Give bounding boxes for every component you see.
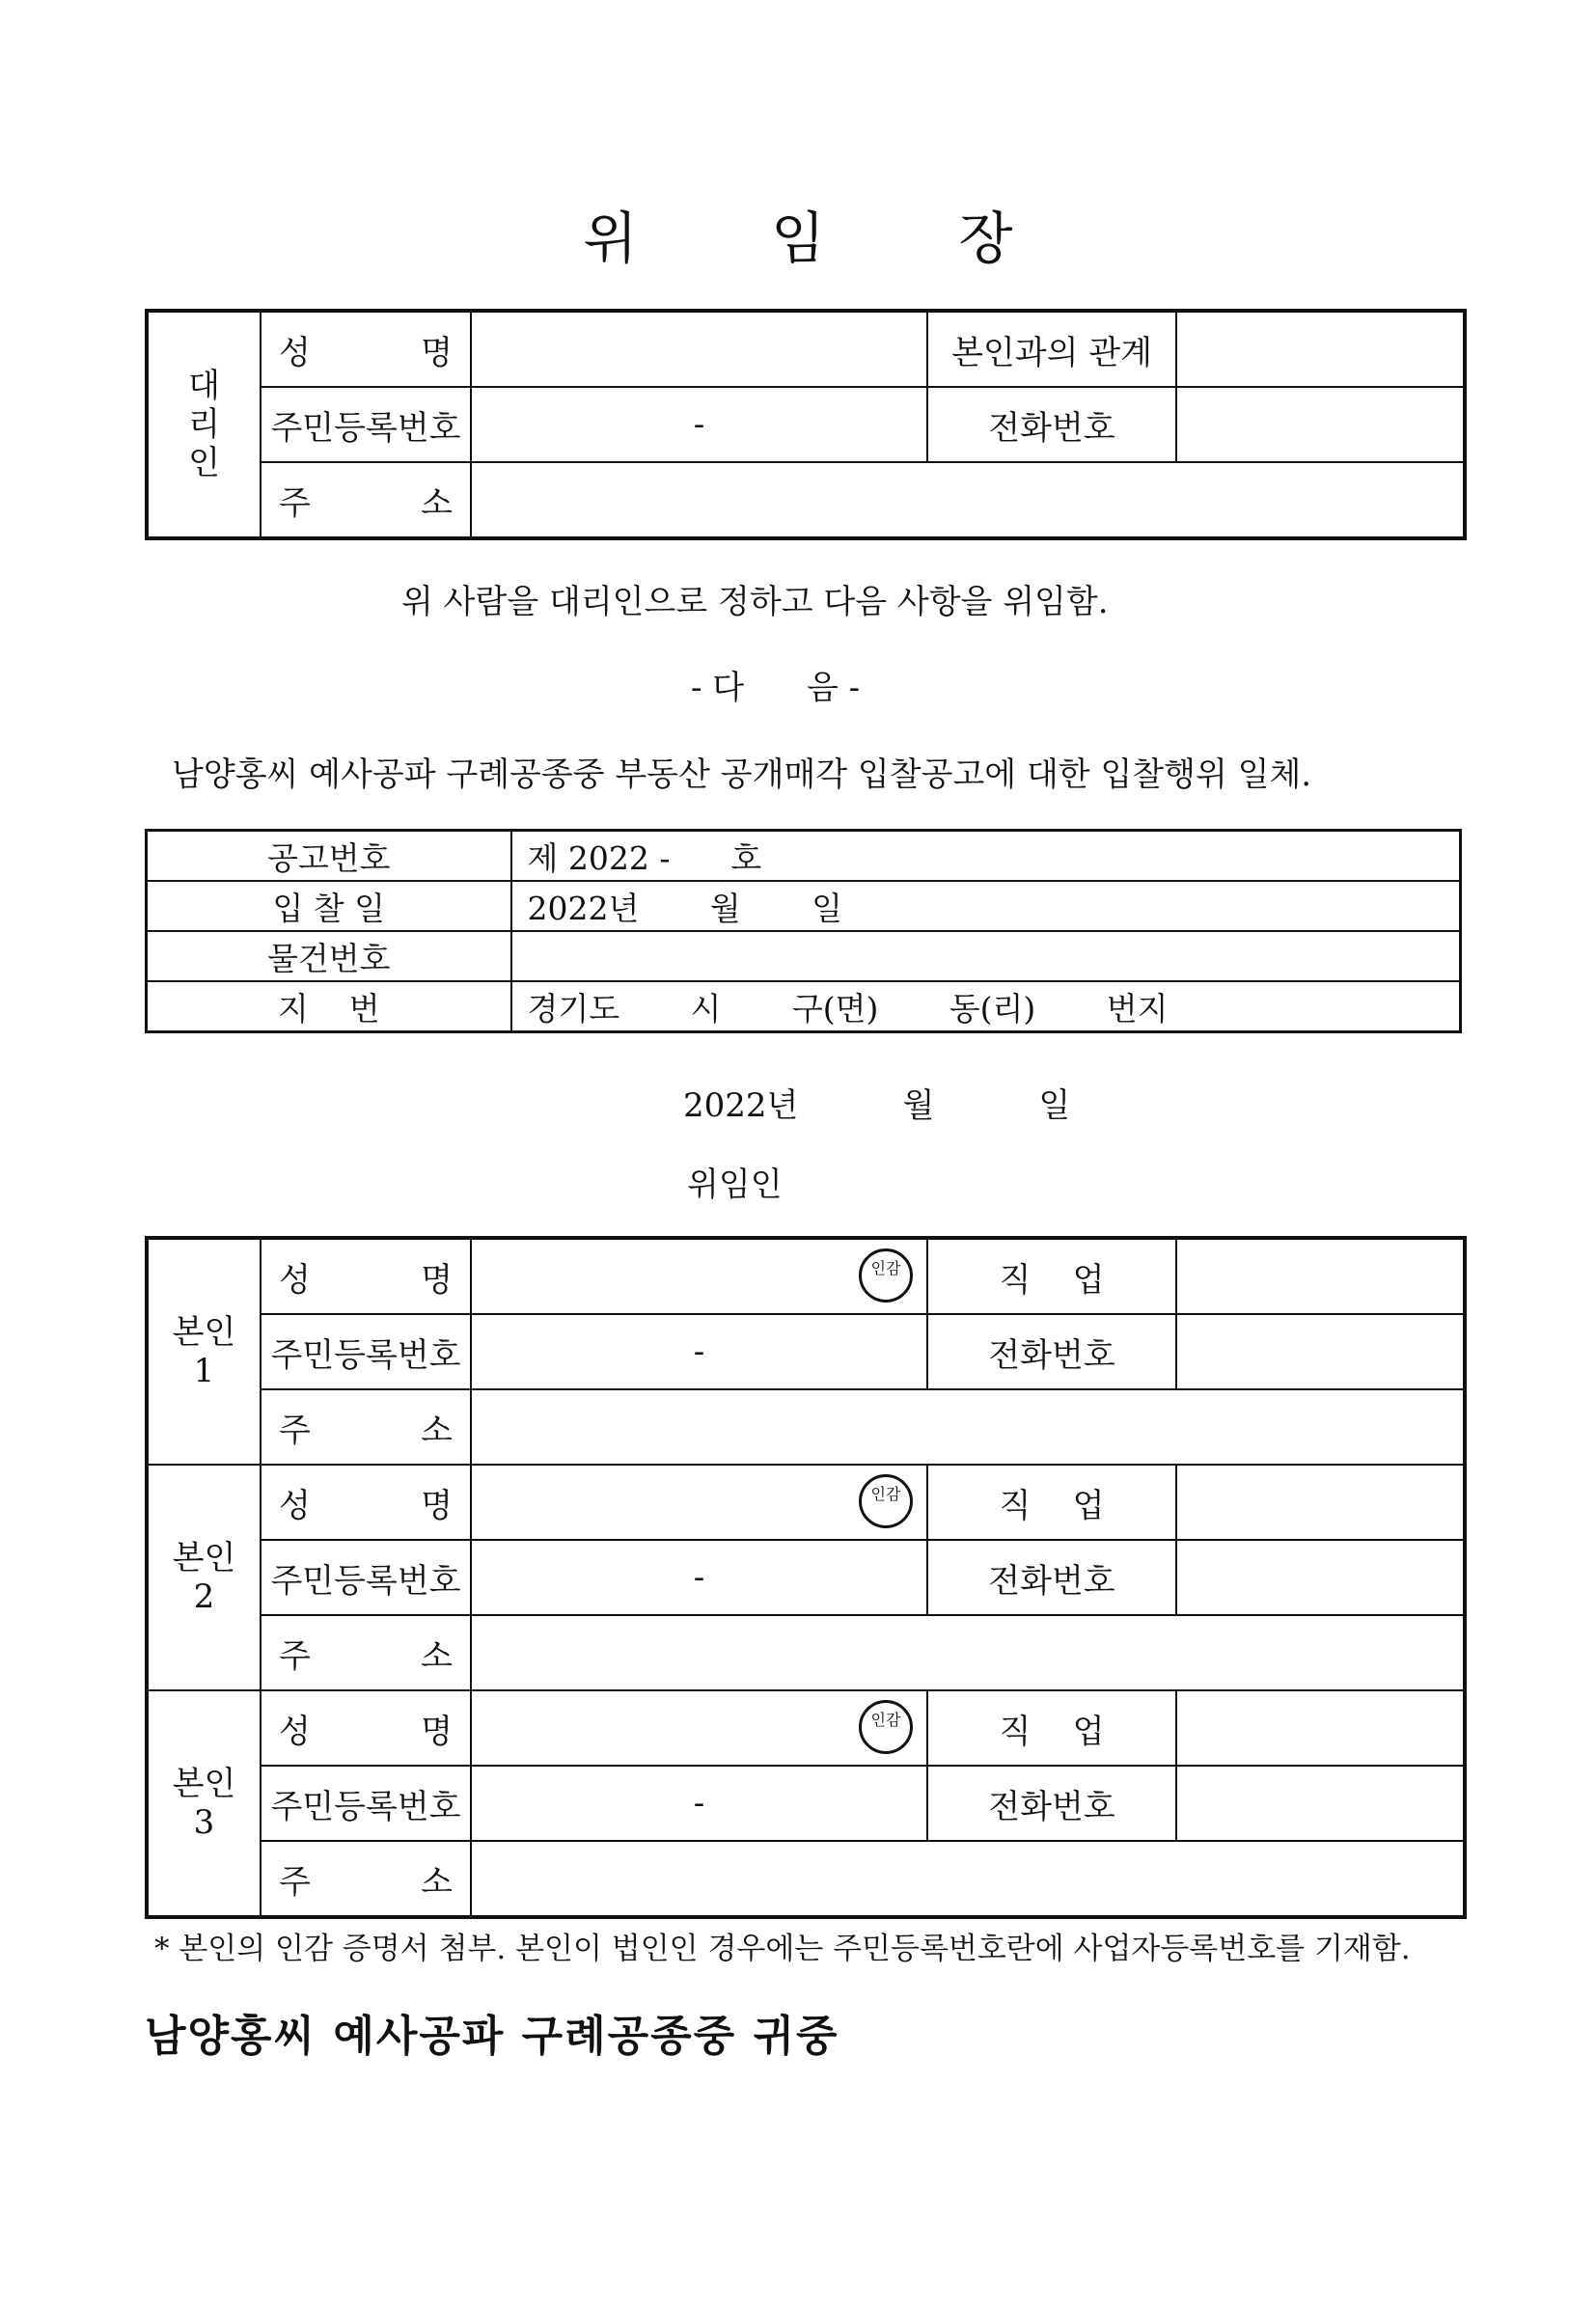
principal-2-phone-field[interactable]	[1176, 1540, 1465, 1615]
table-row	[147, 831, 1461, 882]
principal-rrn-label: 주민등록번호	[261, 1766, 471, 1841]
principal-3-phone-field[interactable]	[1176, 1766, 1465, 1841]
principal-label-number: 1	[193, 1352, 215, 1390]
principal-3-name-field[interactable]	[471, 1690, 927, 1766]
following-heading: - 다 음 -	[691, 669, 861, 707]
principal-2-address-field[interactable]	[471, 1615, 1465, 1690]
rrn-dash: -	[693, 1784, 705, 1823]
label-char: 주	[279, 1411, 311, 1450]
principal-3-job-field[interactable]	[1176, 1690, 1465, 1766]
label-char: 소	[421, 1862, 453, 1902]
item-number-label: 물건번호	[147, 931, 511, 981]
addressee-footer: 남양홍씨 예사공파 구례공종중 귀중	[145, 2012, 839, 2061]
principal-name-label	[261, 1238, 471, 1314]
bid-info-table	[145, 829, 1462, 1033]
delegator-label: 위임인	[687, 1166, 783, 1204]
attachment-note: * 본인의 인감 증명서 첨부. 본인이 법인인 경우에는 주민등록번호란에 사업자등록번호를 기재함.	[154, 1932, 1411, 1966]
lot-number-label: 지 번	[147, 981, 511, 1032]
principal-1-job-field[interactable]	[1176, 1238, 1465, 1314]
principal-phone-label: 전화번호	[927, 1314, 1176, 1389]
agent-side-label	[147, 311, 261, 538]
principal-job-label: 직 업	[927, 1465, 1176, 1540]
document-title: 위 임 장	[583, 206, 1071, 271]
agent-side-char: 대	[188, 367, 220, 405]
table-row	[147, 981, 1461, 1032]
principal-job-label: 직 업	[927, 1690, 1176, 1766]
delegation-statement: 위 사람을 대리인으로 정하고 다음 사항을 위임함.	[401, 583, 1109, 621]
principal-1-address-field[interactable]	[471, 1389, 1465, 1465]
agent-table	[145, 309, 1467, 540]
principal-label-text: 본인	[172, 1313, 236, 1352]
principal-name-label	[261, 1690, 471, 1766]
label-char: 명	[421, 1260, 453, 1300]
agent-name-label	[261, 311, 471, 387]
principal-3-label	[147, 1690, 261, 1917]
label-char: 소	[421, 1636, 453, 1676]
agent-side-char: 인	[188, 444, 220, 482]
label-char: 명	[421, 1712, 453, 1751]
agent-relation-field[interactable]	[1176, 311, 1465, 387]
principal-phone-label: 전화번호	[927, 1766, 1176, 1841]
bid-date-field[interactable]: 2022년 월 일	[511, 881, 1461, 931]
bid-date-label: 입 찰 일	[147, 881, 511, 931]
seal-icon: 인감	[859, 1700, 913, 1754]
principal-address-label	[261, 1841, 471, 1917]
label-char: 성	[279, 1486, 311, 1525]
principal-2-job-field[interactable]	[1176, 1465, 1465, 1540]
delegation-scope: 남양홍씨 예사공파 구례공종중 부동산 공개매각 입찰공고에 대한 입찰행위 일체.	[172, 755, 1312, 794]
label-char: 소	[421, 1411, 453, 1450]
label-char: 명	[421, 333, 453, 372]
principal-label-number: 3	[193, 1803, 215, 1842]
principal-1-name-field[interactable]	[471, 1238, 927, 1314]
rrn-dash: -	[693, 405, 705, 444]
agent-rrn-field[interactable]	[471, 387, 927, 462]
principal-job-label: 직 업	[927, 1238, 1176, 1314]
agent-address-field[interactable]	[471, 462, 1465, 538]
notice-number-label: 공고번호	[147, 831, 511, 882]
principals-table	[145, 1236, 1467, 1919]
label-char: 성	[279, 1712, 311, 1751]
rrn-dash: -	[693, 1332, 705, 1371]
rrn-dash: -	[693, 1558, 705, 1597]
label-char: 성	[279, 1260, 311, 1300]
principal-label-text: 본인	[172, 1765, 236, 1803]
notice-number-field[interactable]: 제 2022 - 호	[511, 831, 1461, 882]
agent-name-field[interactable]	[471, 311, 927, 387]
principal-2-rrn-field[interactable]	[471, 1540, 927, 1615]
table-row	[147, 881, 1461, 931]
principal-1-phone-field[interactable]	[1176, 1314, 1465, 1389]
principal-phone-label: 전화번호	[927, 1540, 1176, 1615]
label-char: 소	[421, 483, 453, 523]
principal-name-label	[261, 1465, 471, 1540]
principal-rrn-label: 주민등록번호	[261, 1540, 471, 1615]
agent-address-label	[261, 462, 471, 538]
signing-date: 2022년 월 일	[683, 1086, 1071, 1125]
principal-3-rrn-field[interactable]	[471, 1766, 927, 1841]
agent-phone-field[interactable]	[1176, 387, 1465, 462]
agent-side-char: 리	[188, 405, 220, 444]
item-number-field[interactable]	[511, 931, 1461, 981]
principal-1-rrn-field[interactable]	[471, 1314, 927, 1389]
principal-3-address-field[interactable]	[471, 1841, 1465, 1917]
principal-label-number: 2	[193, 1577, 215, 1616]
principal-1-label	[147, 1238, 261, 1465]
label-char: 주	[279, 1636, 311, 1676]
seal-icon: 인감	[859, 1474, 913, 1528]
agent-phone-label: 전화번호	[927, 387, 1176, 462]
principal-2-name-field[interactable]	[471, 1465, 927, 1540]
label-char: 주	[279, 1862, 311, 1902]
label-char: 주	[279, 483, 311, 523]
principal-address-label	[261, 1389, 471, 1465]
principal-2-label	[147, 1465, 261, 1690]
label-char: 성	[279, 333, 311, 372]
label-char: 명	[421, 1486, 453, 1525]
seal-icon: 인감	[859, 1248, 913, 1303]
principal-address-label	[261, 1615, 471, 1690]
agent-rrn-label: 주민등록번호	[261, 387, 471, 462]
agent-relation-label: 본인과의 관계	[927, 311, 1176, 387]
table-row	[147, 931, 1461, 981]
principal-rrn-label: 주민등록번호	[261, 1314, 471, 1389]
lot-number-field[interactable]: 경기도 시 구(면) 동(리) 번지	[511, 981, 1461, 1032]
principal-label-text: 본인	[172, 1539, 236, 1577]
